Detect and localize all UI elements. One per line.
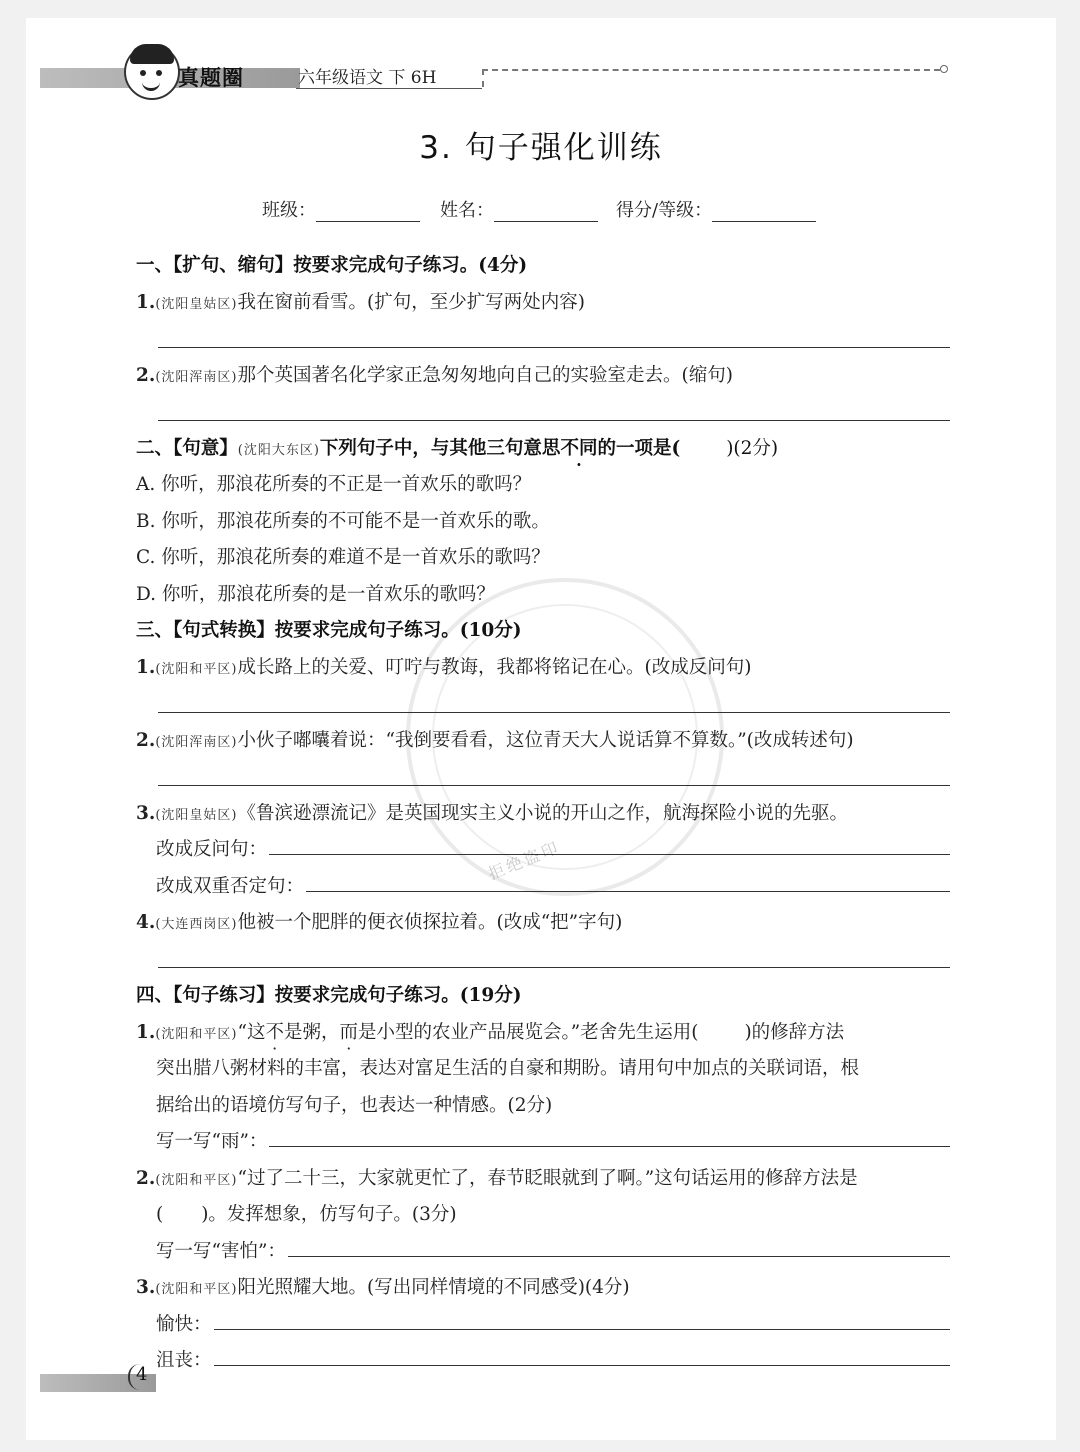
question-text: 他被一个肥胖的便衣侦探拉着。(改成“把”字句) (237, 912, 623, 933)
section-3-title: 三、【句式转换】按要求完成句子练习。(10分) (136, 620, 522, 641)
location-tag: (沈阳和平区) (155, 1172, 238, 1188)
answer-line[interactable] (136, 394, 950, 431)
s3-q3: 3.(沈阳皇姑区)《鲁滨逊漂流记》是英国现实主义小说的开山之作，航海探险小说的先驱。 (136, 802, 848, 824)
location-tag: (沈阳皇姑区) (155, 296, 238, 312)
answer-line[interactable] (214, 1345, 950, 1366)
answer-line[interactable] (136, 686, 950, 723)
s4-q2-line2: ( )。发挥想象，仿写句子。(3分) (156, 1204, 457, 1225)
answer-line[interactable] (288, 1236, 950, 1257)
answer-line[interactable] (306, 871, 950, 892)
s4-q2-write[interactable]: 写一写“害怕”： (136, 1234, 950, 1271)
s3-q3-double-negative[interactable]: 改成双重否定句： (136, 869, 950, 906)
answer-line[interactable] (136, 321, 950, 358)
s1-q1: 1.(沈阳皇姑区)我在窗前看雪。(扩句，至少扩写两处内容) (136, 291, 585, 313)
emphasis-dotted-text: 不同 (560, 437, 598, 459)
s4-q3-happy[interactable]: 愉快： (136, 1307, 950, 1344)
book-subtitle: 六年级语文 下 6H (298, 68, 437, 88)
boy-mascot-icon (124, 44, 180, 100)
s4-q3-depressed[interactable]: 沮丧： (136, 1343, 950, 1380)
s3-q3-rhetorical[interactable]: 改成反问句： (136, 832, 950, 869)
s4-q3: 3.(沈阳和平区)阳光照耀大地。(写出同样情境的不同感受)(4分) (136, 1277, 630, 1298)
worksheet-page (26, 18, 1056, 1440)
location-tag: (沈阳和平区) (155, 1026, 238, 1042)
question-text: 那个英国著名化学家正急匆匆地向自己的实验室走去。(缩句) (237, 364, 733, 386)
question-text: 小伙子嘟囔着说：“我倒要看看，这位青天大人说话算不算数。”(改成转述句) (237, 729, 854, 751)
brand-title: 真题圈 (178, 66, 244, 90)
class-blank[interactable] (316, 201, 420, 222)
s4-q1-line2: 突出腊八粥材料的丰富，表达对富足生活的自豪和期盼。请用句中加点的关联词语，根 (156, 1058, 860, 1079)
location-tag: (沈阳和平区) (155, 661, 238, 677)
option-a: A. 你听，那浪花所奏的不正是一首欢乐的歌吗？ (136, 474, 532, 495)
location-tag: (大连西岗区) (155, 917, 238, 932)
watermark-text: 拒绝盗印 (485, 837, 564, 884)
question-text: 《鲁滨逊漂流记》是英国现实主义小说的开山之作，航海探险小说的先驱。 (237, 802, 848, 824)
emphasis-dotted-text: 而 (339, 1021, 358, 1043)
question-text: 成长路上的关爱、叮咛与教诲，我都将铭记在心。(改成反问句) (237, 656, 752, 678)
section-1-title: 一、【扩句、缩句】按要求完成句子练习。(4分) (136, 255, 528, 276)
page-number: 4 (136, 1364, 148, 1385)
header-dashed-line (482, 69, 940, 71)
score-blank[interactable] (712, 201, 816, 222)
s3-q1: 1.(沈阳和平区)成长路上的关爱、叮咛与教诲，我都将铭记在心。(改成反问句) (136, 656, 752, 678)
page-title: 3. 句子强化训练 (419, 130, 663, 166)
name-label: 姓名： (440, 200, 494, 221)
score-field[interactable] (616, 196, 816, 222)
location-tag: (沈阳皇姑区) (155, 807, 238, 823)
answer-line[interactable] (214, 1309, 950, 1330)
s3-q2: 2.(沈阳浑南区)小伙子嘟囔着说：“我倒要看看，这位青天大人说话算不算数。”(改成转述句) (136, 729, 854, 751)
location-tag: (沈阳浑南区) (155, 369, 238, 385)
answer-line[interactable] (136, 942, 950, 979)
question-text: 我在窗前看雪。(扩句，至少扩写两处内容) (237, 291, 585, 313)
option-b: B. 你听，那浪花所奏的不可能不是一首欢乐的歌。 (136, 510, 550, 532)
score-label: 得分/等级： (616, 200, 713, 221)
header-rule (296, 88, 482, 89)
answer-line[interactable] (269, 834, 950, 855)
location-tag: (沈阳大东区) (237, 442, 320, 458)
name-blank[interactable] (494, 201, 598, 222)
s3-q4: 4.(大连西岗区)他被一个肥胖的便衣侦探拉着。(改成“把”字句) (136, 912, 623, 933)
class-label: 班级： (262, 200, 316, 221)
s4-q1-line1: 1.(沈阳和平区)“这不是粥，而是小型的农业产品展览会。”老舍先生运用( )的修辞方法 (136, 1021, 845, 1043)
s4-q2-line1: 2.(沈阳和平区)“过了二十三，大家就更忙了，春节眨眼就到了啊。”这句话运用的修辞方法是 (136, 1167, 858, 1189)
header-end-dot (940, 65, 948, 73)
s4-q1-write[interactable]: 写一写“雨”： (136, 1124, 950, 1161)
class-field[interactable] (262, 196, 420, 222)
emphasis-dotted-text: 不 (265, 1021, 284, 1043)
header-dash-connector (482, 69, 484, 87)
location-tag: (沈阳和平区) (155, 1282, 238, 1297)
section-2-title: 二、【句意】(沈阳大东区)下列句子中，与其他三句意思不同的一项是( )(2分) (136, 437, 779, 459)
s1-q2: 2.(沈阳浑南区)那个英国著名化学家正急匆匆地向自己的实验室走去。(缩句) (136, 364, 733, 386)
option-d: D. 你听，那浪花所奏的是一首欢乐的歌吗？ (136, 583, 495, 605)
name-field[interactable] (440, 196, 598, 222)
worksheet-content (136, 248, 950, 1380)
location-tag: (沈阳浑南区) (155, 734, 238, 750)
answer-line[interactable] (136, 759, 950, 796)
answer-line[interactable] (269, 1126, 950, 1147)
option-c: C. 你听，那浪花所奏的难道不是一首欢乐的歌吗？ (136, 547, 550, 568)
section-4-title: 四、【句子练习】按要求完成句子练习。(19分) (136, 985, 522, 1006)
s4-q1-line3: 据给出的语境仿写句子，也表达一种情感。(2分) (156, 1094, 553, 1116)
